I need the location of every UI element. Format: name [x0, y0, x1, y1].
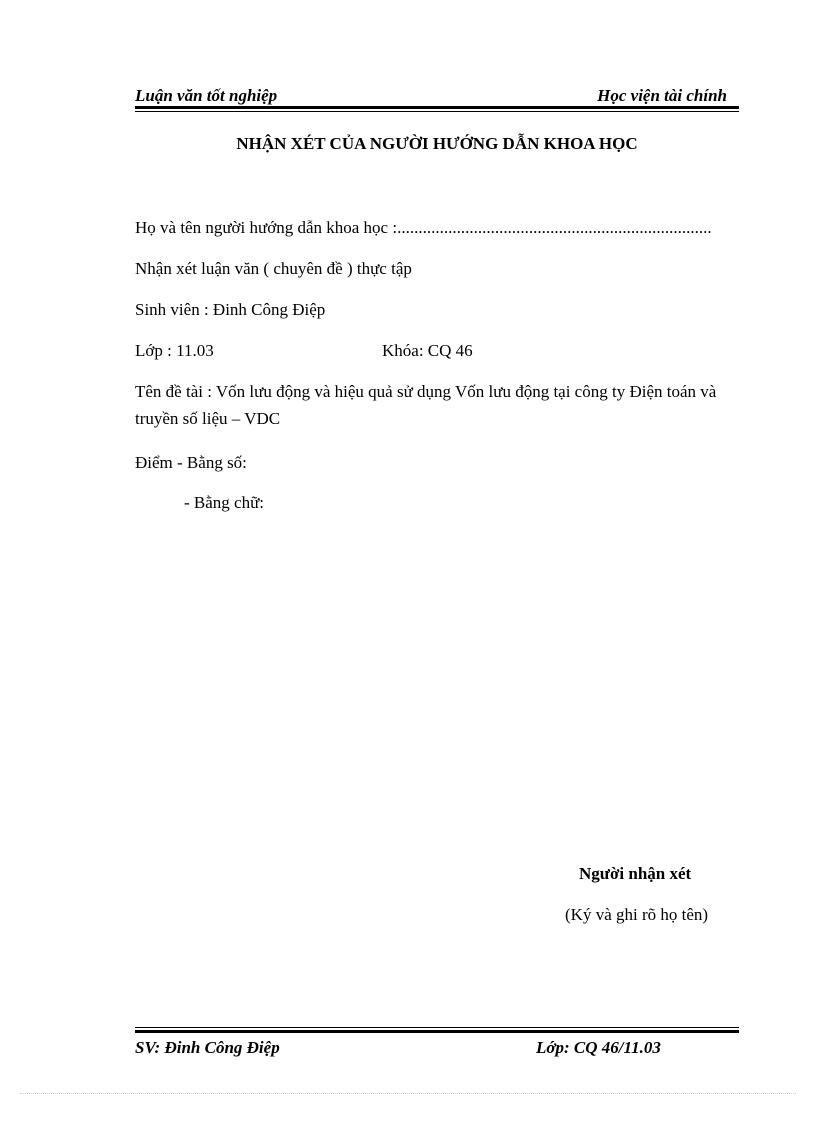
header-thesis-label: Luận văn tốt nghiệp: [135, 86, 278, 105]
page-edge-divider: [20, 1093, 796, 1094]
footer-rule: [135, 1027, 739, 1033]
topic-paragraph: Tên đề tài : Vốn lưu động và hiệu quả sử dụng Vốn lưu động tại công ty Điện toán và truyền số liệu – VDC: [135, 382, 717, 428]
footer-student-label: SV: Đinh Công Điệp: [135, 1038, 280, 1057]
page-header: [135, 86, 739, 108]
course-line: Khóa: CQ 46: [382, 341, 473, 360]
score-text-line: - Bằng chữ:: [184, 493, 265, 512]
advisor-name-line: Họ và tên người hướng dẫn khoa học :..........................................................................: [135, 218, 712, 237]
signer-title: Người nhận xét: [579, 864, 692, 883]
page-title: NHẬN XÉT CỦA NGƯỜI HƯỚNG DẪN KHOA HỌC: [236, 134, 638, 153]
footer-class-label: Lớp: CQ 46/11.03: [536, 1038, 661, 1057]
student-name-line: Sinh viên : Đinh Công Điệp: [135, 300, 326, 319]
header-institution-label: Học viện tài chính: [597, 86, 727, 105]
review-line: Nhận xét luận văn ( chuyên đề ) thực tập: [135, 259, 412, 278]
score-number-line: Điểm - Bằng số:: [135, 453, 247, 472]
page-footer: [135, 1038, 739, 1060]
class-line: Lớp : 11.03: [135, 341, 214, 360]
signer-note: (Ký và ghi rõ họ tên): [565, 905, 709, 924]
header-rule: [135, 106, 739, 112]
